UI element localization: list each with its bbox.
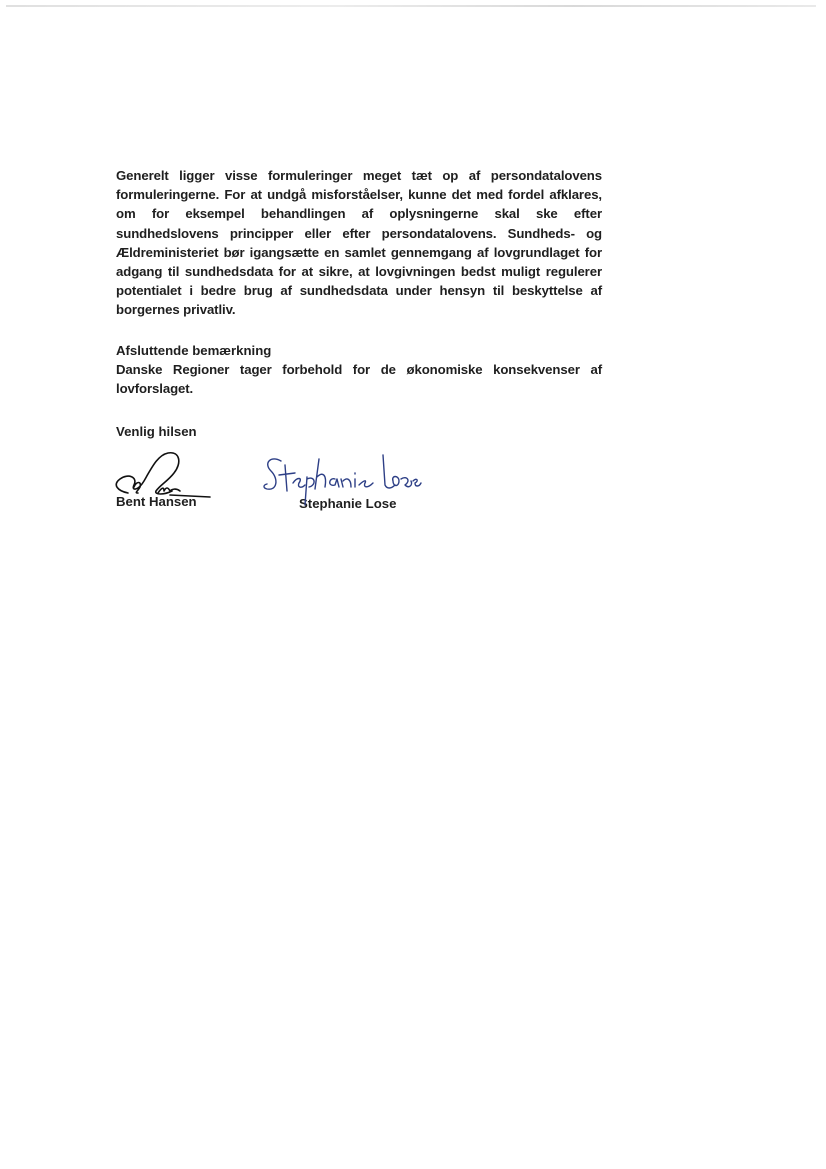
closing-paragraph: Danske Regioner tager forbehold for de økonomiske konsekvenser af lovforslaget. bbox=[116, 361, 602, 397]
greeting: Venlig hilsen bbox=[116, 424, 197, 440]
scan-edge-line bbox=[6, 5, 816, 7]
signature-area bbox=[116, 441, 602, 511]
handwritten-signature-stephanie-lose bbox=[259, 441, 429, 511]
signatory-name-bent-hansen: Bent Hansen bbox=[116, 494, 197, 510]
body-paragraph: Generelt ligger visse formuleringer meget tæt op af persondatalovens formuleringerne. For at undgå misforståelser, kunne det med fordel afklares, om for eksempel behandlingen af oplysningerne skal ske efter sundhedslovens principper eller efter persondatalovens. Sundheds- og Ældreministeriet bør igangsætte en samlet gennemgang af lovgrundlaget for adgang til sundhedsdata for at sikre, at lovgivningen bedst muligt regulerer potentialet i bedre brug af sundhedsdata under hensyn til beskyttelse af borgernes privatliv. bbox=[116, 168, 602, 318]
signatory-name-stephanie-lose: Stephanie Lose bbox=[299, 496, 397, 512]
closing-heading: Afsluttende bemærkning bbox=[116, 342, 272, 358]
letter-body bbox=[116, 166, 602, 511]
